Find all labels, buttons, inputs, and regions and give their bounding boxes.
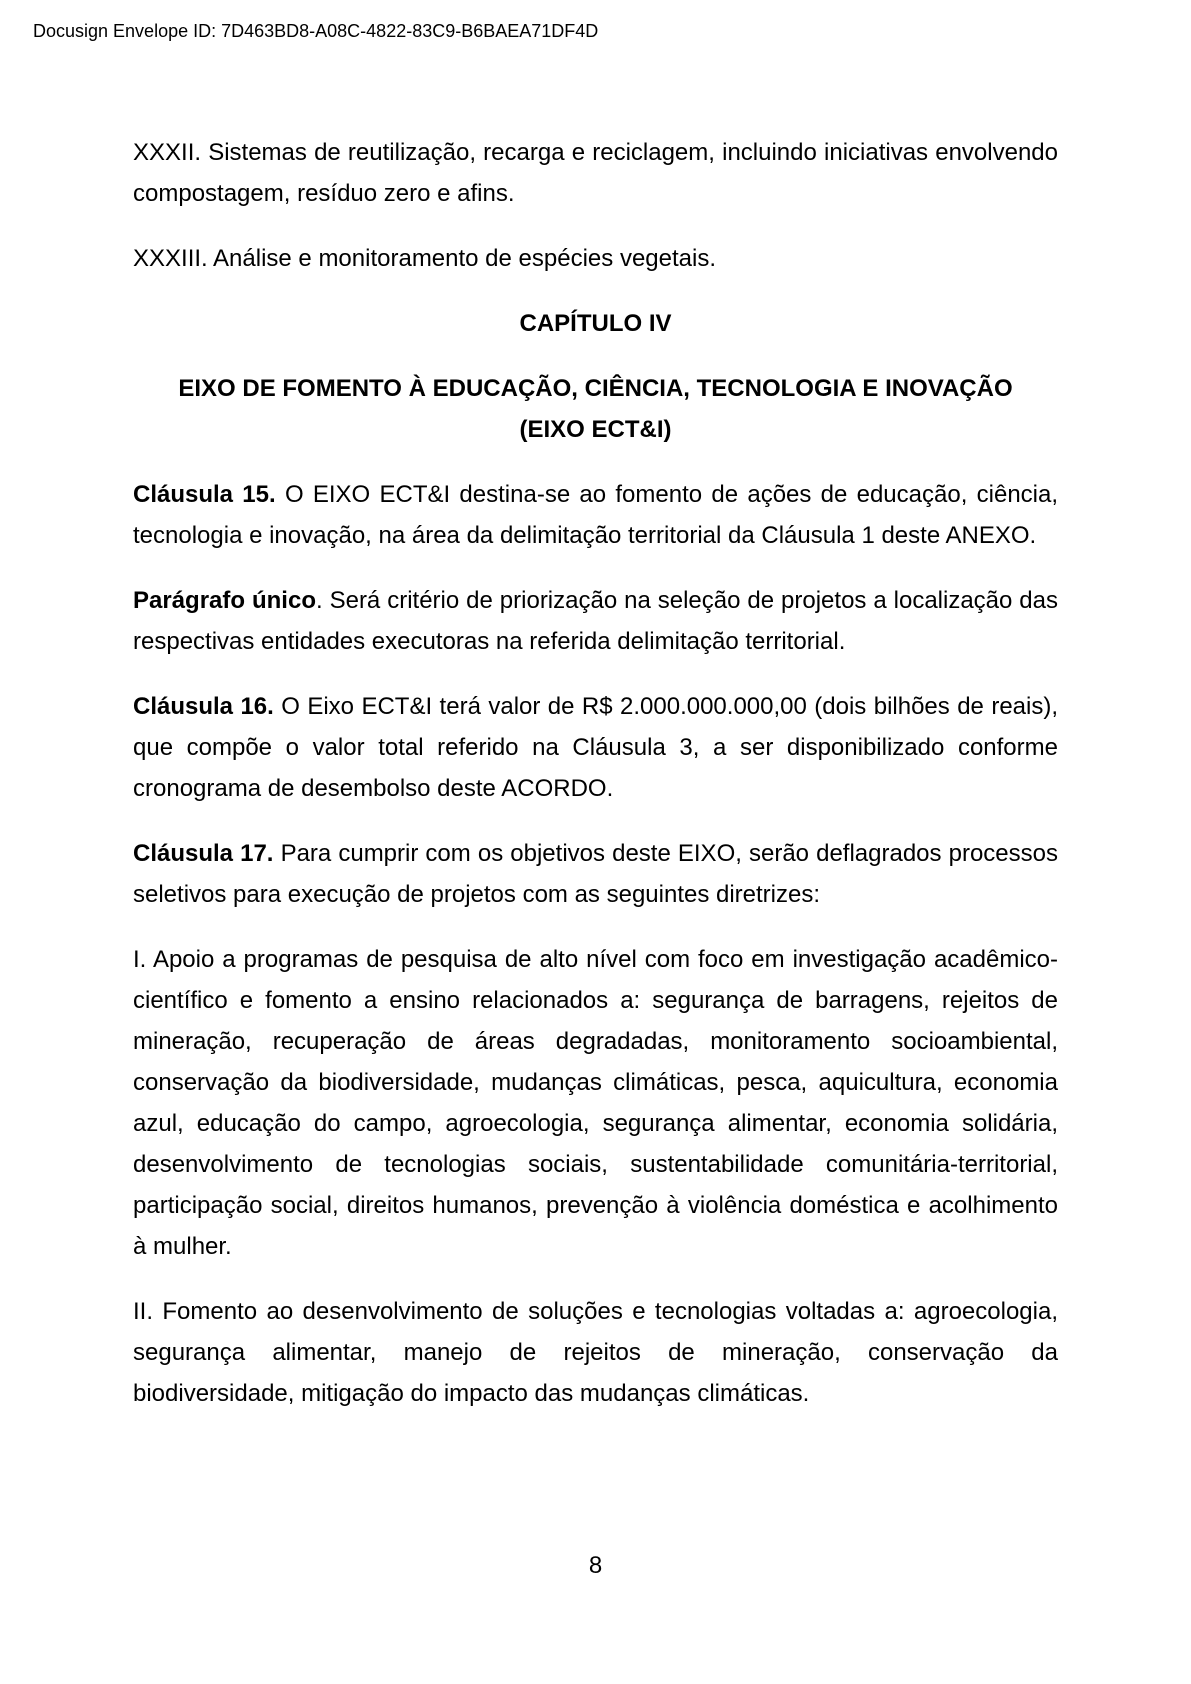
- clause-15-label: Cláusula 15.: [133, 481, 276, 508]
- clause-16: [133, 686, 1058, 809]
- clause-15: [133, 474, 1058, 556]
- clause-16-text: O Eixo ECT&I terá valor de R$ 2.000.000.000,00 (dois bilhões de reais), que compõe o valor total referido na Cláusula 3, a ser disponibilizado conforme cronograma de desembolso deste ACORDO.: [133, 693, 1059, 802]
- axis-heading-subtitle: (EIXO ECT&I): [519, 416, 672, 443]
- list-item-i: I. Apoio a programas de pesquisa de alto nível com foco em investigação acadêmico-científico e fomento a ensino relacionados a: segurança de barragens, rejeitos de mineração, recuperação de áreas degradadas, monitoramento socioambiental, conservação da biodiversidade, mudanças climáticas, pesca, aquicultura, economia azul, educação do campo, agroecologia, segurança alimentar, economia solidária, desenvolvimento de tecnologias sociais, sustentabilidade comunitária-territorial, participação social, direitos humanos, prevenção à violência doméstica e acolhimento à mulher.: [133, 946, 1058, 1260]
- list-item-ii: II. Fomento ao desenvolvimento de soluções e tecnologias voltadas a: agroecologia, segurança alimentar, manejo de rejeitos de mineração, conservação da biodiversidade, mitigação do impacto das mudanças climáticas.: [133, 1298, 1058, 1407]
- list-item-xxxiii: XXXIII. Análise e monitoramento de espécies vegetais.: [133, 245, 716, 272]
- axis-heading-title: EIXO DE FOMENTO À EDUCAÇÃO, CIÊNCIA, TECNOLOGIA E INOVAÇÃO: [178, 375, 1013, 402]
- clause-16-label: Cláusula 16.: [133, 693, 274, 720]
- clause-15-text: O EIXO ECT&I destina-se ao fomento de ações de educação, ciência, tecnologia e inovação, na área da delimitação territorial da Cláusula 1 deste ANEXO.: [133, 481, 1059, 549]
- document-body: [133, 132, 1058, 1438]
- paragrafo-unico-text: . Será critério de priorização na seleção de projetos a localização das respectivas entidades executoras na referida delimitação territorial.: [133, 587, 1058, 655]
- clause-17-text: Para cumprir com os objetivos deste EIXO, serão deflagrados processos seletivos para execução de projetos com as seguintes diretrizes:: [133, 840, 1058, 908]
- paragrafo-unico: [133, 580, 1058, 662]
- paragrafo-unico-label: Parágrafo único: [133, 587, 316, 614]
- page-number: 8: [588, 1552, 603, 1579]
- chapter-heading: CAPÍTULO IV: [519, 310, 672, 337]
- axis-heading: [133, 368, 1058, 450]
- clause-17-label: Cláusula 17.: [133, 840, 274, 867]
- clause-17: [133, 833, 1058, 915]
- list-item-xxxii: XXXII. Sistemas de reutilização, recarga e reciclagem, incluindo iniciativas envolvendo compostagem, resíduo zero e afins.: [133, 139, 1058, 207]
- docusign-envelope-id: Docusign Envelope ID: 7D463BD8-A08C-4822-83C9-B6BAEA71DF4D: [33, 21, 599, 41]
